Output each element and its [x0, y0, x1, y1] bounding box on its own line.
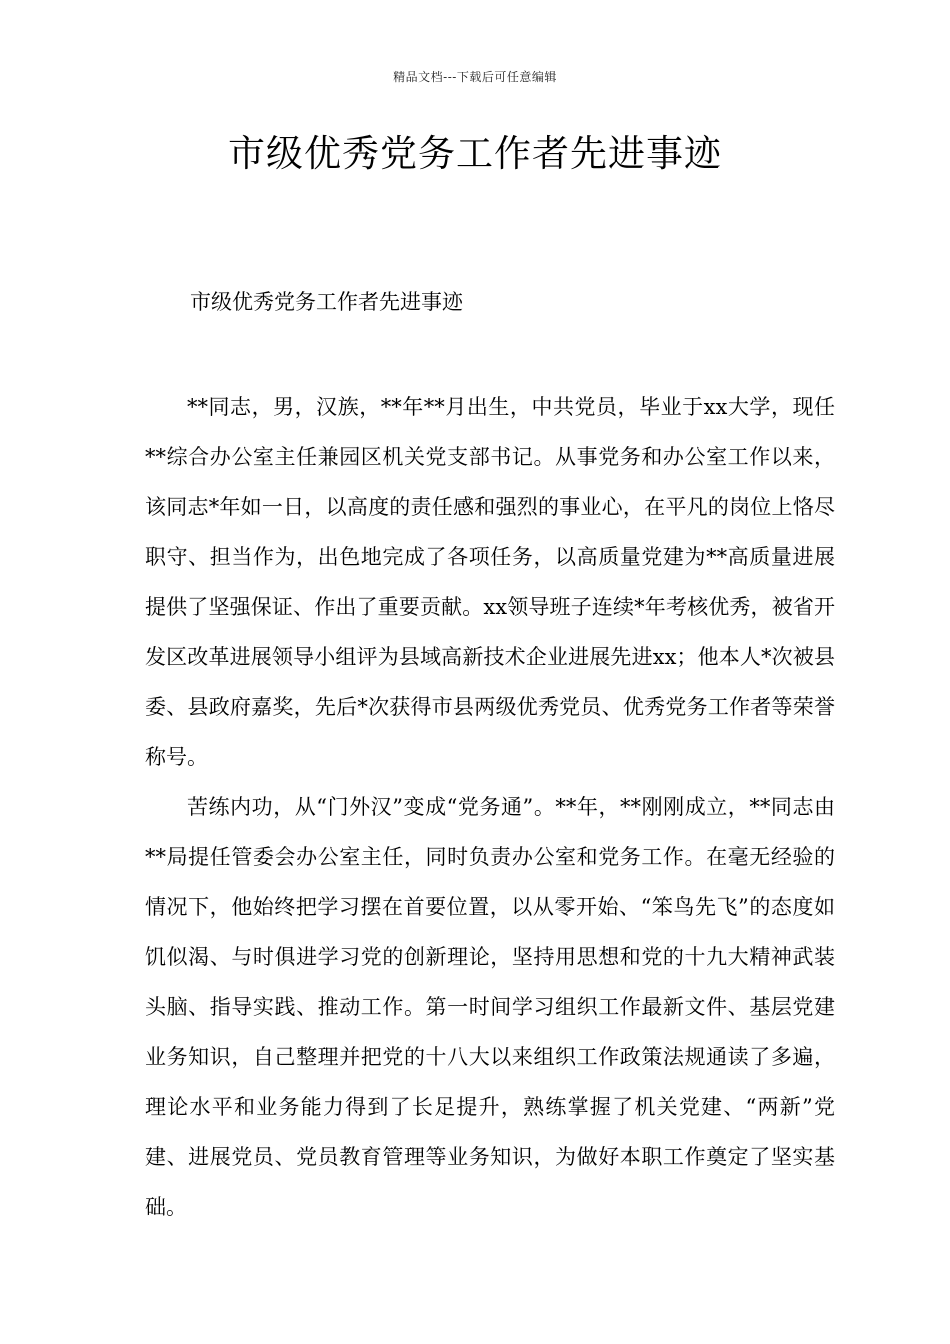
document-body — [145, 382, 835, 1232]
page-header-note: 精品文档---下载后可任意编辑 — [393, 70, 557, 84]
body-paragraph: 苦练内功，从“门外汉”变成“党务通”。**年，**刚刚成立，**同志由**局提任管委会办公室主任，同时负责办公室和党务工作。在毫无经验的情况下，他始终把学习摆在首要位置，以从零开始、“笨鸟先飞”的态度如饥似渴、与时俱进学习党的创新理论，坚持用思想和党的十九大精神武装头脑、指导实践、推动工作。第一时间学习组织工作最新文件、基层党建业务知识，自己整理并把党的十八大以来组织工作政策法规通读了多遍，理论水平和业务能力得到了长足提升，熟练掌握了机关党建、“两新”党建、进展党员、党员教育管理等业务知识，为做好本职工作奠定了坚实基础。 — [145, 795, 835, 1219]
body-paragraph: **同志，男，汉族，**年**月出生，中共党员，毕业于xx大学，现任**综合办公室主任兼园区机关党支部书记。从事党务和办公室工作以来，该同志*年如一日，以高度的责任感和强烈的事业心，在平凡的岗位上恪尽职守、担当作为，出色地完成了各项任务，以高质量党建为**高质量进展提供了坚强保证、作出了重要贡献。xx领导班子连续*年考核优秀，被省开发区改革进展领导小组评为县域高新技术企业进展先进xx；他本人*次被县委、县政府嘉奖，先后*次获得市县两级优秀党员、优秀党务工作者等荣誉称号。 — [145, 395, 835, 769]
page-title: 市级优秀党务工作者先进事迹 — [228, 132, 722, 175]
document-subtitle: 市级优秀党务工作者先进事迹 — [190, 290, 463, 314]
